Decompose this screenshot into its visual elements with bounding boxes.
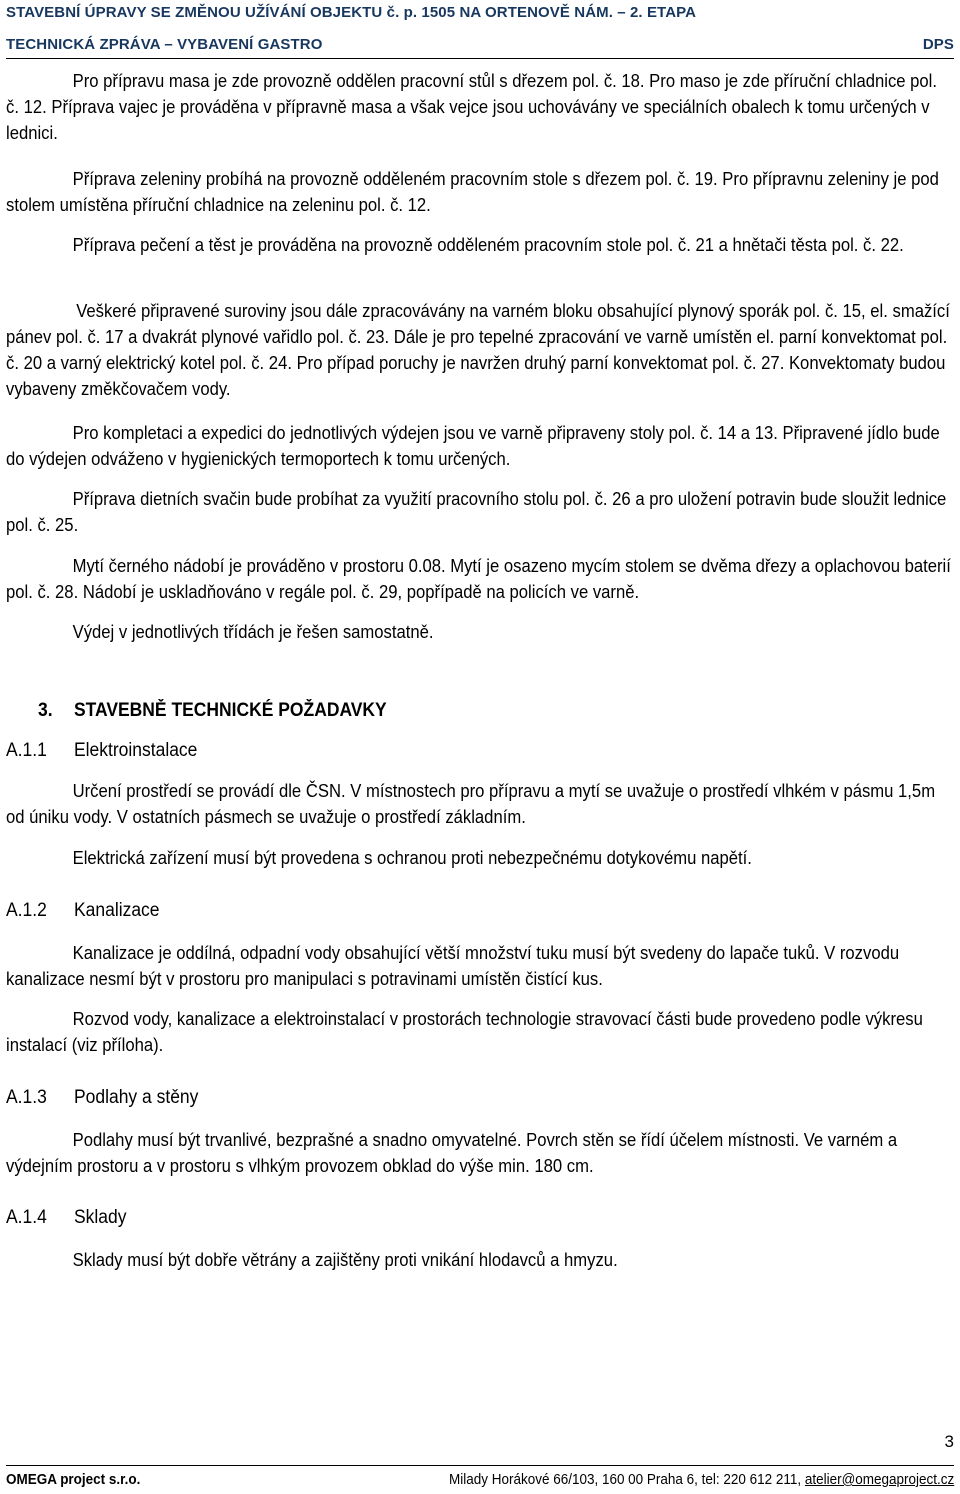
subsection-number-storage: A.1.4: [6, 1207, 47, 1228]
header-doc-code: DPS: [922, 36, 954, 53]
paragraph-cooking-block: Veškeré připravené suroviny jsou dále zpracovávány na varném bloku obsahující plynový sporák pol. č. 15, el. smažící pánev pol. č. 17 a dvakrát plynové vařidlo pol. č. 23. Dále je pro tepelné zpracování ve varně umístěn el. parní konvektomat pol. č. 20 a varný elektrický kotel pol. č. 24. Pro případ poruchy je navržen druhý parní konvektomat pol. č. 27. Konvektomaty budou vybaveny změkčovačem vody.: [6, 300, 950, 399]
paragraph-sewer-separation: Kanalizace je oddílná, odpadní vody obsahující větší množství tuku musí být svedeny do lapače tuků. V rozvodu kanalizace nesmí být v prostoru pro manipulaci s potravinami umístěn čistící kus.: [6, 942, 900, 989]
paragraph-sewer-installation: Rozvod vody, kanalizace a elektroinstalací v prostorách technologie stravovací části bude provedeno podle výkresu instalací (viz příloha).: [6, 1008, 923, 1055]
section-title: STAVEBNĚ TECHNICKÉ POŽADAVKY: [74, 700, 387, 721]
subsection-title-floors: Podlahy a stěny: [74, 1087, 199, 1108]
subsection-number-sewer: A.1.2: [6, 900, 47, 921]
paragraph-diet-snacks: Příprava dietních svačin bude probíhat za využití pracovního stolu pol. č. 26 a pro uložení potravin bude sloužit lednice pol. č. 25.: [6, 488, 947, 535]
paragraph-electro-environment: Určení prostředí se provádí dle ČSN. V místnostech pro přípravu a mytí se uvažuje o prostředí vlhkém v pásmu 1,5m od úniku vody. V ostatních pásmech se uvažuje o prostředí základním.: [6, 780, 936, 827]
subsection-title-sewer: Kanalizace: [74, 900, 160, 921]
subsection-title-storage: Sklady: [74, 1207, 127, 1228]
paragraph-storage-ventilation: Sklady musí být dobře větrány a zajištěny proti vnikání hlodavců a hmyzu.: [72, 1249, 618, 1270]
paragraph-dishwashing: Mytí černého nádobí je prováděno v prostoru 0.08. Mytí je osazeno mycím stolem se dvěma dřezy a oplachovou baterií pol. č. 28. Nádobí je uskladňováno v regále pol. č. 29, popřípadě na policích ve varně.: [6, 555, 951, 602]
paragraph-baking-prep: Příprava pečení a těst je prováděna na provozně odděleném pracovním stole pol. č. 21 a hnětači těsta pol. č. 22.: [72, 234, 904, 255]
subsection-title-electro: Elektroinstalace: [74, 740, 198, 761]
paragraph-vegetable-prep: Příprava zeleniny probíhá na provozně odděleném pracovním stole s dřezem pol. č. 19. Pro přípravnu zeleniny je pod stolem umístěna příruční chladnice na zeleninu pol. č. 12.: [6, 168, 939, 215]
footer-company: OMEGA project s.r.o.: [6, 1472, 141, 1488]
subsection-number-electro: A.1.1: [6, 740, 47, 761]
paragraph-meat-prep: Pro přípravu masa je zde provozně oddělen pracovní stůl s dřezem pol. č. 18. Pro maso je zde příruční chladnice pol. č. 12. Příprava vajec je prováděna v přípravně masa a však vejce jsou uchovávány ve speciálních obalech k tomu určených v lednici.: [6, 70, 938, 143]
paragraph-floors-walls: Podlahy musí být trvanlivé, bezprašné a snadno omyvatelné. Povrch stěn se řídí účelem místnosti. Ve varném a výdejním prostoru a v prostoru s vlhkým provozem obklad do výše min. 180 cm.: [6, 1129, 898, 1176]
header-title: [6, 4, 954, 21]
subsection-number-floors: A.1.3: [6, 1087, 47, 1108]
header-title-text: STAVEBNÍ ÚPRAVY SE ZMĚNOU UŽÍVÁNÍ OBJEKTU č. p. 1505 NA ORTENOVĚ NÁM. – 2. ETAPA: [6, 4, 697, 21]
paragraph-electro-protection: Elektrická zařízení musí být provedena s ochranou proti nebezpečnému dotykovému napětí.: [72, 847, 752, 868]
page-number: 3: [944, 1432, 954, 1451]
footer-address: Milady Horákové 66/103, 160 00 Praha 6, tel: 220 612 211,: [448, 1472, 801, 1488]
footer-divider: [6, 1465, 954, 1466]
header-divider: [6, 58, 954, 59]
footer-contact: [449, 1470, 954, 1490]
header-subtitle-text: TECHNICKÁ ZPRÁVA – VYBAVENÍ GASTRO: [6, 36, 323, 53]
paragraph-distribution: Výdej v jednotlivých třídách je řešen samostatně.: [72, 621, 434, 642]
section-number: 3.: [38, 700, 53, 721]
footer-email-link[interactable]: atelier@omegaproject.cz: [804, 1472, 954, 1488]
paragraph-expedition: Pro kompletaci a expedici do jednotlivých výdejen jsou ve varně připraveny stoly pol. č. 14 a 13. Připravené jídlo bude do výdejen odváženo v hygienických termoportech k tomu určených.: [6, 422, 940, 469]
header-subtitle: [6, 36, 954, 53]
